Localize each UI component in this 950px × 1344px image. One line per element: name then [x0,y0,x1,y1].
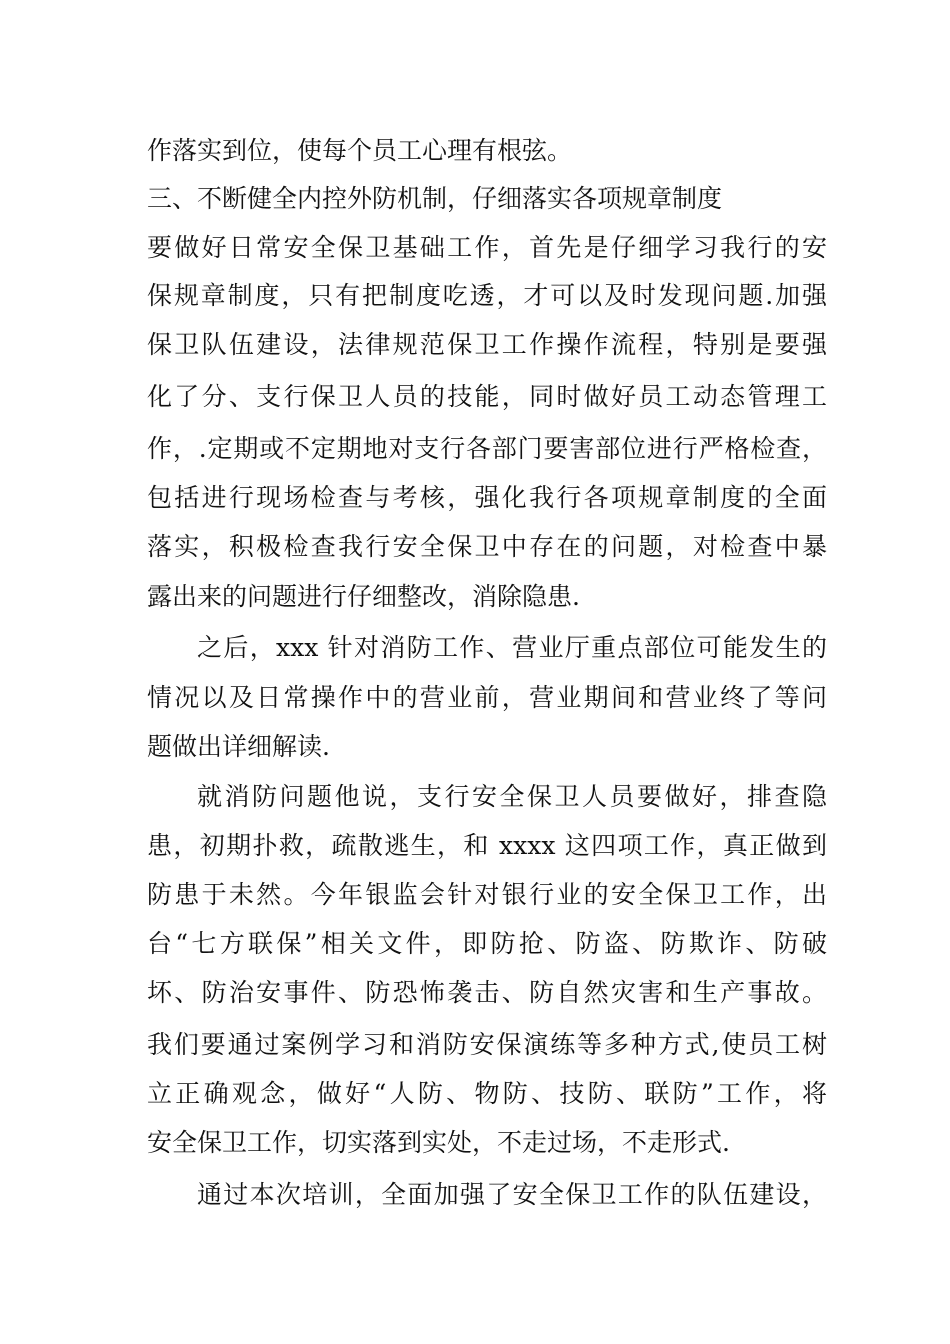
text-line: 露出来的问题进行仔细整改，消除隐患. [147,582,580,611]
text-line: 坏、防治安事件、防恐怖袭击、防自然灾害和生产事故。 [147,978,827,1007]
text-line: 立正确观念，做好“人防、物防、技防、联防”工作，将 [147,1079,827,1108]
text-line: 患，初期扑救，疏散逃生，和 xxxx 这四项工作，真正做到 [147,831,827,860]
text-line: 台“七方联保”相关文件，即防抢、防盗、防欺诈、防破 [147,929,827,958]
text-line: 题做出详细解读. [147,732,330,761]
text-line: 要做好日常安全保卫基础工作，首先是仔细学习我行的安 [147,233,827,262]
text-line: 保卫队伍建设，法律规范保卫工作操作流程，特别是要强 [147,330,827,359]
text-line: 落实，积极检查我行安全保卫中存在的问题，对检查中暴 [147,532,827,561]
text-line: 作，.定期或不定期地对支行各部门要害部位进行严格检查， [147,434,827,463]
text-line: 化了分、支行保卫人员的技能，同时做好员工动态管理工 [147,382,827,411]
text-line: 作落实到位，使每个员工心理有根弦。 [147,136,573,165]
paragraph-start: 通过本次培训，全面加强了安全保卫工作的队伍建设， [197,1180,827,1209]
section-heading: 三、不断健全内控外防机制，仔细落实各项规章制度 [147,184,723,213]
text-line: 包括进行现场检查与考核，强化我行各项规章制度的全面 [147,483,827,512]
text-line: 安全保卫工作，切实落到实处，不走过场，不走形式. [147,1128,730,1157]
paragraph-start: 之后，xxx 针对消防工作、营业厅重点部位可能发生的 [197,633,827,662]
text-line: 情况以及日常操作中的营业前，营业期间和营业终了等问 [147,683,827,712]
text-line: 我们要通过案例学习和消防安保演练等多种方式,使员工树 [147,1030,827,1059]
text-line: 防患于未然。今年银监会针对银行业的安全保卫工作，出 [147,880,827,909]
text-line: 保规章制度，只有把制度吃透，才可以及时发现问题.加强 [147,281,827,310]
paragraph-start: 就消防问题他说，支行安全保卫人员要做好，排查隐 [197,782,827,811]
